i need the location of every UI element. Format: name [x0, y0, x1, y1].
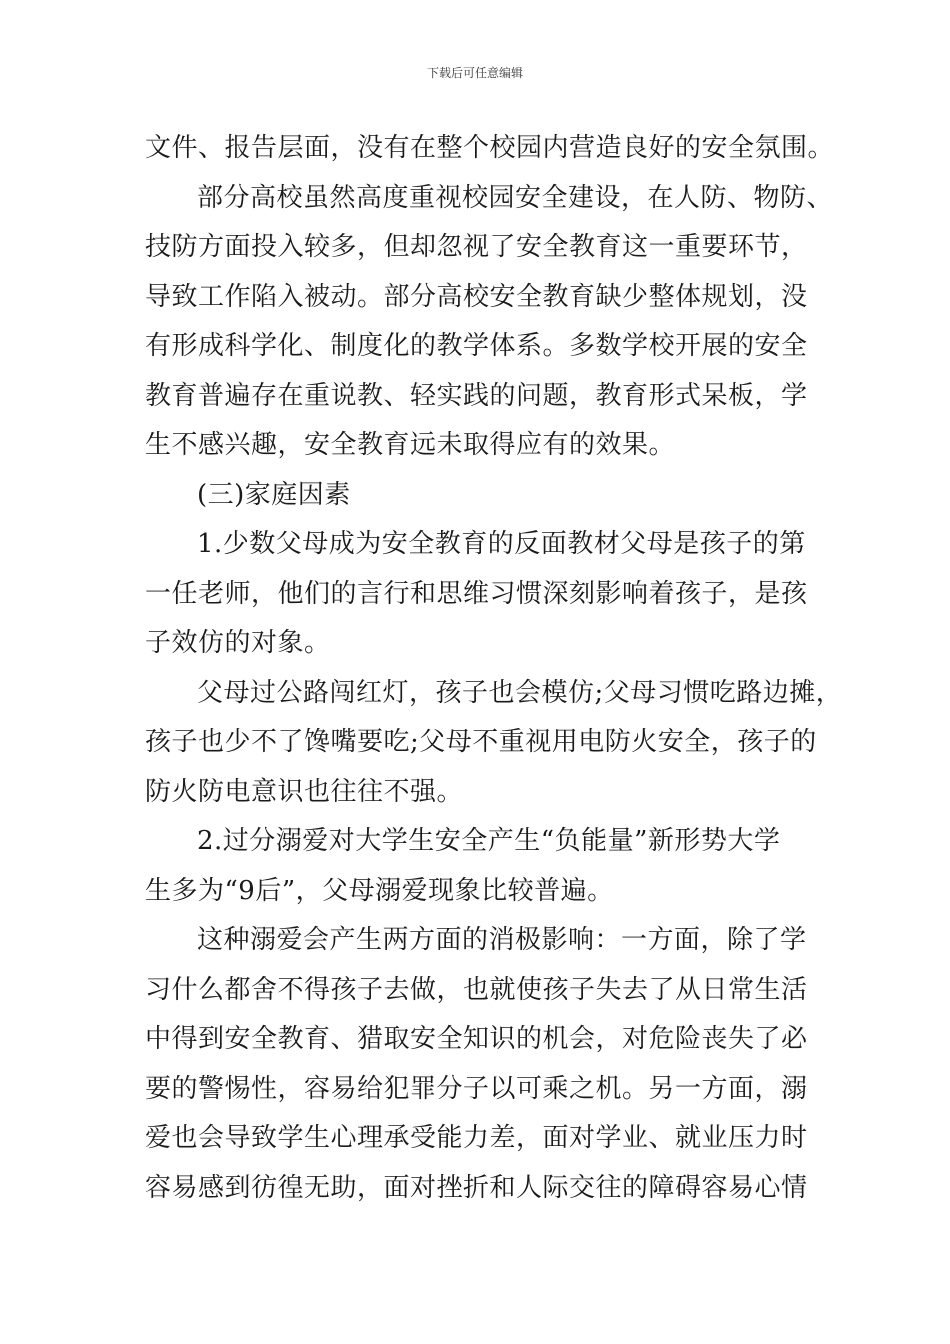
text-line: 防火防电意识也往往不强。	[145, 776, 464, 807]
text-line: 这种溺爱会产生两方面的消极影响：一方面，除了学	[197, 925, 807, 955]
text-line: 容易感到彷徨无助，面对挫折和人际交往的障碍容易心情	[145, 1172, 808, 1203]
text-line: 1.少数父母成为安全教育的反面教材父母是孩子的第	[197, 529, 806, 559]
text-line: 2.过分溺爱对大学生安全产生“负能量”新形势大学	[197, 826, 781, 856]
text-line: 部分高校虽然高度重视校园安全建设，在人防、物防、	[197, 182, 834, 213]
text-line: 中得到安全教育、猎取安全知识的机会，对危险丧失了必	[145, 1024, 808, 1054]
text-line: 生多为“9后”，父母溺爱现象比较普遍。	[145, 875, 614, 906]
document-body	[145, 124, 843, 1213]
text-line: 子效仿的对象。	[145, 628, 331, 658]
text-line: 一任老师，他们的言行和思维习惯深刻影响着孩子，是孩	[145, 578, 808, 609]
text-line: 习什么都舍不得孩子去做，也就使孩子失去了从日常生活	[145, 974, 808, 1005]
text-line: 爱也会导致学生心理承受能力差，面对学业、就业压力时	[145, 1123, 808, 1153]
page-header: 下载后可任意编辑	[426, 66, 523, 80]
text-line: 有形成科学化、制度化的教学体系。多数学校开展的安全	[145, 331, 808, 361]
text-line: 孩子也少不了馋嘴要吃;父母不重视用电防火安全，孩子的	[145, 727, 817, 757]
text-line: 文件、报告层面，没有在整个校园内营造良好的安全氛围。	[145, 133, 835, 163]
text-line: 技防方面投入较多，但却忽视了安全教育这一重要环节，	[145, 232, 808, 262]
text-line: 父母过公路闯红灯，孩子也会模仿;父母习惯吃路边摊，	[197, 677, 843, 708]
text-line: 导致工作陷入被动。部分高校安全教育缺少整体规划，没	[145, 281, 808, 312]
text-line: 生不感兴趣，安全教育远未取得应有的效果。	[145, 430, 676, 460]
text-line: 要的警惕性，容易给犯罪分子以可乘之机。另一方面，溺	[145, 1073, 808, 1104]
section-heading: (三)家庭因素	[197, 479, 351, 510]
text-line: 教育普遍存在重说教、轻实践的问题，教育形式呆板，学	[145, 380, 808, 411]
